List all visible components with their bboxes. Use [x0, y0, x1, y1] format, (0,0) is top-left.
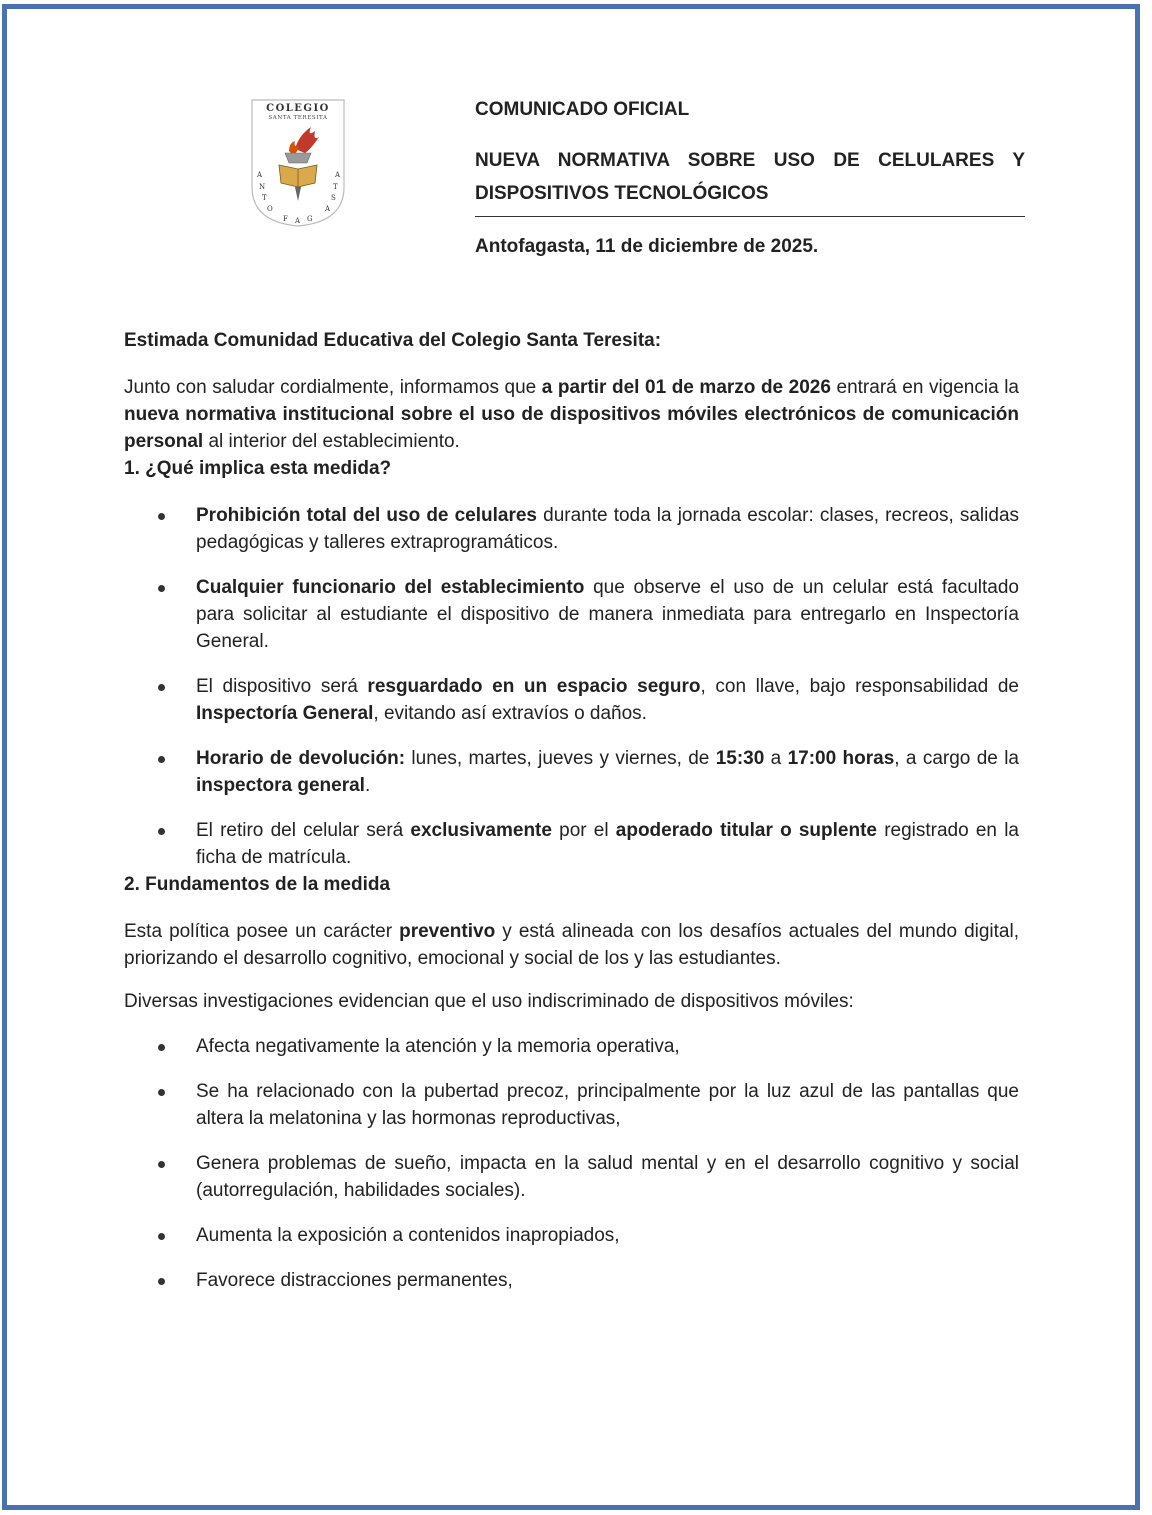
svg-text:SANTA TERESITA: SANTA TERESITA	[268, 115, 328, 121]
item-bold: Horario de devolución:	[196, 748, 406, 769]
svg-text:N: N	[259, 183, 266, 191]
svg-text:F: F	[283, 215, 288, 223]
item-text: que observe el uso de un celular está facultado para solicitar al estudiante el dispositivo de manera inmediata para entregarlo en Inspectoría General.	[196, 577, 1019, 652]
item-text: , evitando así extravíos o daños.	[373, 703, 647, 724]
item-text: El retiro del celular será	[196, 820, 411, 841]
svg-text:T: T	[333, 183, 338, 191]
item-text: lunes, martes, jueves y viernes, de	[405, 748, 716, 769]
bullet-icon	[158, 513, 165, 520]
document-date: Antofagasta, 11 de diciembre de 2025.	[475, 236, 819, 257]
item-text: , con llave, bajo responsabilidad de	[700, 676, 1019, 697]
school-logo	[249, 97, 347, 229]
list-item	[124, 574, 1019, 655]
item-bold: resguardado en un espacio seguro	[367, 676, 701, 697]
intro-text-1: Junto con saludar cordialmente, informamos que	[124, 377, 542, 398]
svg-text:T: T	[262, 194, 267, 202]
svg-text:A: A	[335, 171, 341, 179]
document-title-line-1: NUEVA NORMATIVA SOBRE USO DE CELULARES Y	[475, 150, 1025, 171]
bullet-icon	[158, 1161, 165, 1168]
bullet-icon	[158, 828, 165, 835]
salutation: Estimada Comunidad Educativa del Colegio Santa Teresita:	[124, 330, 662, 351]
item-text: , a cargo de la	[894, 748, 1019, 769]
item-text: Favorece distracciones permanentes,	[196, 1270, 513, 1291]
para-text: Esta política posee un carácter	[124, 921, 400, 942]
document-body	[124, 327, 1019, 1294]
list-item	[124, 817, 1019, 871]
bullet-icon	[158, 684, 165, 691]
bullet-icon	[158, 1278, 165, 1285]
section-2-paragraph-2: Diversas investigaciones evidencian que el uso indiscriminado de dispositivos móviles:	[124, 991, 854, 1012]
item-bold: exclusivamente	[410, 820, 552, 841]
svg-text:A: A	[257, 171, 263, 179]
list-item	[124, 1033, 1019, 1060]
header-divider	[475, 216, 1025, 217]
section-1-heading: 1. ¿Qué implica esta medida?	[124, 458, 392, 479]
item-text: El dispositivo será	[196, 676, 368, 697]
bullet-icon	[158, 1044, 165, 1051]
svg-text:A: A	[325, 205, 331, 213]
item-text: registrado en la ficha de matrícula.	[196, 820, 1019, 868]
item-text: Aumenta la exposición a contenidos inapropiados,	[196, 1225, 620, 1246]
para-text: y está alineada con los desafíos actuales del mundo digital, priorizando el desarrollo cognitivo, emocional y social de los y las estudiantes.	[124, 921, 1019, 969]
item-text: Afecta negativamente la atención y la memoria operativa,	[196, 1036, 680, 1057]
list-item	[124, 1150, 1019, 1204]
bullet-icon	[158, 1233, 165, 1240]
intro-text-3: al interior del establecimiento.	[203, 431, 460, 452]
school-crest-icon	[249, 97, 347, 229]
list-item	[124, 1267, 1019, 1294]
svg-text:COLEGIO: COLEGIO	[266, 103, 330, 114]
item-bold: Prohibición total del uso de celulares	[196, 505, 538, 526]
bullet-icon	[158, 756, 165, 763]
intro-paragraph	[124, 374, 1019, 455]
intro-bold-date: a partir del 01 de marzo de 2026	[541, 377, 831, 398]
svg-text:A: A	[295, 217, 301, 225]
list-item	[124, 1222, 1019, 1249]
svg-text:S: S	[331, 194, 336, 202]
item-bold: apoderado titular o suplente	[615, 820, 877, 841]
item-text: a	[764, 748, 788, 769]
document-type: COMUNICADO OFICIAL	[475, 99, 690, 120]
item-bold: Inspectoría General	[196, 703, 374, 724]
svg-text:G: G	[307, 215, 313, 223]
item-text: .	[364, 775, 371, 796]
bullet-icon	[158, 585, 165, 592]
bullet-icon	[158, 1089, 165, 1096]
section-2-heading: 2. Fundamentos de la medida	[124, 874, 391, 895]
list-item	[124, 1078, 1019, 1132]
item-text: durante toda la jornada escolar: clases, recreos, salidas pedagógicas y talleres extraprogramáticos.	[196, 505, 1020, 553]
item-text: por el	[551, 820, 616, 841]
item-bold: Cualquier funcionario del establecimiento	[196, 577, 585, 598]
section-1-list	[124, 502, 1019, 871]
item-bold: inspectora general	[196, 775, 365, 796]
section-2-paragraph-1	[124, 918, 1019, 972]
list-item	[124, 745, 1019, 799]
item-bold: 17:00 horas	[787, 748, 895, 769]
para-bold: preventivo	[399, 921, 496, 942]
document-title	[475, 144, 1025, 210]
section-2-list	[124, 1033, 1019, 1294]
header-block	[475, 96, 1025, 261]
item-text: Se ha relacionado con la pubertad precoz, principalmente por la luz azul de las pantallas que altera la melatonina y las hormonas reproductivas,	[196, 1081, 1019, 1129]
svg-text:O: O	[267, 205, 273, 213]
list-item	[124, 502, 1019, 556]
intro-text-2: entrará en vigencia la	[830, 377, 1020, 398]
list-item	[124, 673, 1019, 727]
intro-bold-normativa: nueva normativa institucional sobre el uso de dispositivos móviles electrónicos de comunicación personal	[124, 404, 1019, 452]
document-title-line-2: DISPOSITIVOS TECNOLÓGICOS	[475, 183, 769, 204]
item-bold: 15:30	[715, 748, 765, 769]
item-text: Genera problemas de sueño, impacta en la salud mental y en el desarrollo cognitivo y social (autorregulación, habilidades sociales).	[196, 1153, 1019, 1201]
